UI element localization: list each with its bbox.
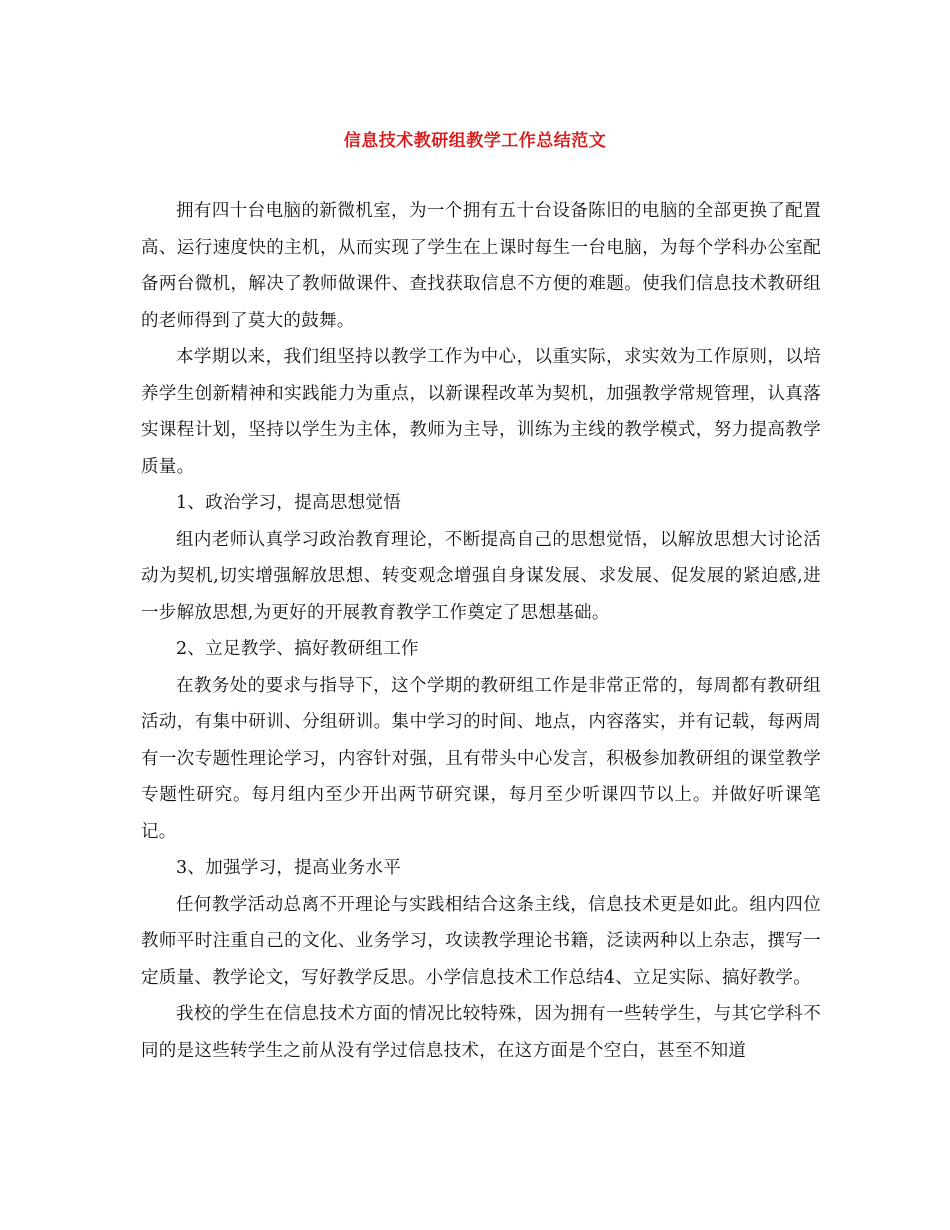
section-heading-professional-study: 3、加强学习，提高业务水平 (176, 858, 402, 878)
document-title: 信息技术教研组教学工作总结范文 (343, 131, 607, 151)
paragraph-semester-overview: 本学期以来，我们组坚持以教学工作为中心，以重实际，求实效为工作原则，以培养学生创新精神和实践能力为重点，以新课程改革为契机，加强教学常规管理，认真落实课程计划，坚持以学生为主体，教师为主导，训练为主线的教学模式，努力提高教学质量。 (141, 347, 821, 477)
section-heading-political-study: 1、政治学习，提高思想觉悟 (176, 493, 402, 513)
paragraph-teaching-research: 在教务处的要求与指导下，这个学期的教研组工作是非常正常的，每周都有教研组活动，有集中研训、分组研训。集中学习的时间、地点，内容落实，并有记载，每两周有一次专题性理论学习，内容针对强，且有带头中心发言，积极参加教研组的课堂教学专题性研究。每月组内至少开出两节研究课，每月至少听课四节以上。并做好听课笔记。 (141, 675, 821, 842)
paragraph-student-situation: 我校的学生在信息技术方面的情况比较特殊，因为拥有一些转学生，与其它学科不同的是这些转学生之前从没有学过信息技术，在这方面是个空白，甚至不知道 (141, 1004, 821, 1061)
paragraph-intro: 拥有四十台电脑的新微机室，为一个拥有五十台设备陈旧的电脑的全部更换了配置高、运行速度快的主机，从而实现了学生在上课时每生一台电脑，为每个学科办公室配备两台微机，解决了教师做课件、查找获取信息不方便的难题。使我们信息技术教研组的老师得到了莫大的鼓舞。 (141, 201, 821, 331)
paragraph-professional-study: 任何教学活动总离不开理论与实践相结合这条主线，信息技术更是如此。组内四位教师平时注重自己的文化、业务学习，攻读教学理论书籍，泛读两种以上杂志，撰写一定质量、教学论文，写好教学反思。小学信息技术工作总结4、立足实际、搞好教学。 (141, 894, 821, 988)
section-heading-teaching-research: 2、立足教学、搞好教研组工作 (176, 639, 419, 659)
document-body (141, 193, 821, 1069)
paragraph-political-study: 组内老师认真学习政治教育理论，不断提高自己的思想觉悟，以解放思想大讨论活动为契机,切实增强解放思想、转变观念增强自身谋发展、求发展、促发展的紧迫感,进一步解放思想,为更好的开展教育教学工作奠定了思想基础。 (141, 529, 821, 623)
